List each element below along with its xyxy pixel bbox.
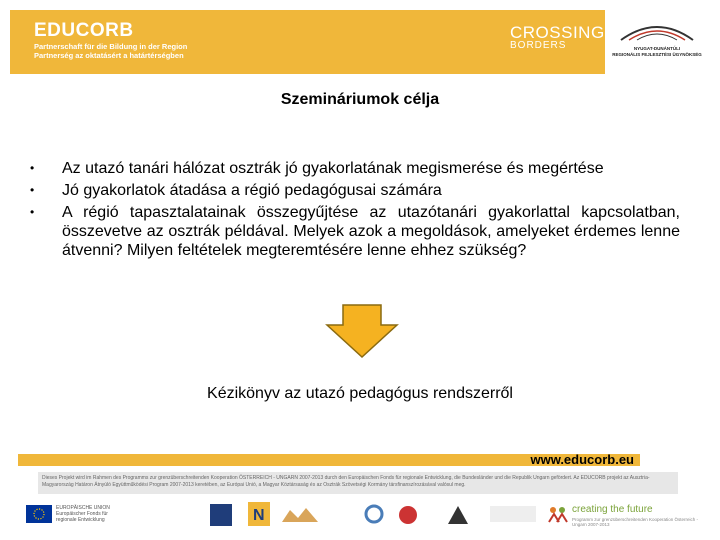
brand-tagline-hu: Partnerség az oktatásért a határtérségben bbox=[34, 51, 184, 60]
bullet-text: Az utazó tanári hálózat osztrák jó gyakorlatának megismerése és megértése bbox=[62, 160, 604, 177]
bullet-text: A régió tapasztalatainak összegyűjtése az utazótanári gyakorlattal kapcsolatban, összevetve az osztrák példával. Melyek azok a megoldások, amelyeket érdemes lenne átvenni? Milyen feltételek megteremtésére lenne ehhez szükség? bbox=[62, 204, 680, 259]
partner-logo-icon bbox=[398, 504, 418, 526]
bullet-dot: • bbox=[30, 161, 35, 175]
bullet-dot: • bbox=[30, 183, 35, 197]
bullet-dot: • bbox=[30, 205, 35, 219]
arch-icon bbox=[617, 20, 697, 42]
partner-logo-icon bbox=[248, 502, 270, 526]
header-banner bbox=[10, 10, 708, 74]
funding-text: Dieses Projekt wird im Rahmen des Programms zur grenzüberschreitenden Kooperation ÖSTERREICH - UNGARN 2007-2013 durch den Europäischen Fonds für regionale Entwicklung, die Bundesländer und die Republik Ungarn gefördert. Az EDUCORB projekt az Ausztria-Magyarország Határon Átnyúló Együttműködési Program 2007-2013 keretében, az Európai Unió, a Magyar Köztársaság és az Osztrák Szövetségi Kormány társfinanszírozásával valósul meg. bbox=[42, 475, 650, 488]
partner-logo-icon bbox=[446, 504, 470, 526]
footer-logos bbox=[26, 500, 698, 534]
bullet-text: Jó gyakorlatok átadása a régió pedagógusai számára bbox=[62, 182, 442, 199]
bullet-list bbox=[30, 159, 680, 263]
slide-title: Szemináriumok célja bbox=[280, 91, 440, 108]
website-link[interactable]: www.educorb.eu bbox=[530, 452, 634, 467]
eu-flag-icon bbox=[26, 505, 52, 523]
crossing-borders-logo bbox=[510, 23, 610, 51]
partner-logo-icon bbox=[210, 504, 232, 526]
url-bar bbox=[18, 454, 640, 466]
brand-name: EDUCORB bbox=[34, 20, 134, 41]
funding-notice bbox=[38, 472, 678, 494]
partner-logo-icon bbox=[280, 504, 320, 526]
down-arrow-icon bbox=[325, 303, 399, 359]
partner-logo-icon bbox=[364, 504, 384, 526]
educorb-logo bbox=[34, 20, 187, 60]
partner-logo-icon bbox=[490, 506, 536, 522]
eu-fund-label: EUROPÄISCHE UNION Europäischer Fonds für regionale Entwicklung bbox=[56, 505, 110, 523]
handbook-caption: Kézikönyv az utazó pedagógus rendszerről bbox=[207, 385, 513, 402]
brand-tagline-de: Partnerschaft für die Bildung in der Region bbox=[34, 42, 188, 51]
crossing-word: CROSSING bbox=[510, 23, 605, 42]
creating-future-sub: Programm zur grenzüberschreitenden Kooperation Österreich - Ungarn 2007-2013 bbox=[572, 517, 699, 527]
agency-name-1: NYUGAT-DUNÁNTÚLI bbox=[633, 46, 681, 51]
bullet-item bbox=[30, 203, 680, 260]
crossing-sub: BORDERS bbox=[510, 40, 567, 51]
agency-name-2: REGIONÁLIS FEJLESZTÉSI ÜGYNÖKSÉG bbox=[612, 52, 702, 57]
creating-future-icon bbox=[546, 504, 570, 526]
creating-future-title: creating the future bbox=[572, 504, 653, 515]
bullet-item bbox=[30, 159, 680, 178]
regional-agency-logo bbox=[605, 10, 708, 74]
bullet-item bbox=[30, 181, 680, 200]
svg-text:N: N bbox=[253, 507, 265, 524]
